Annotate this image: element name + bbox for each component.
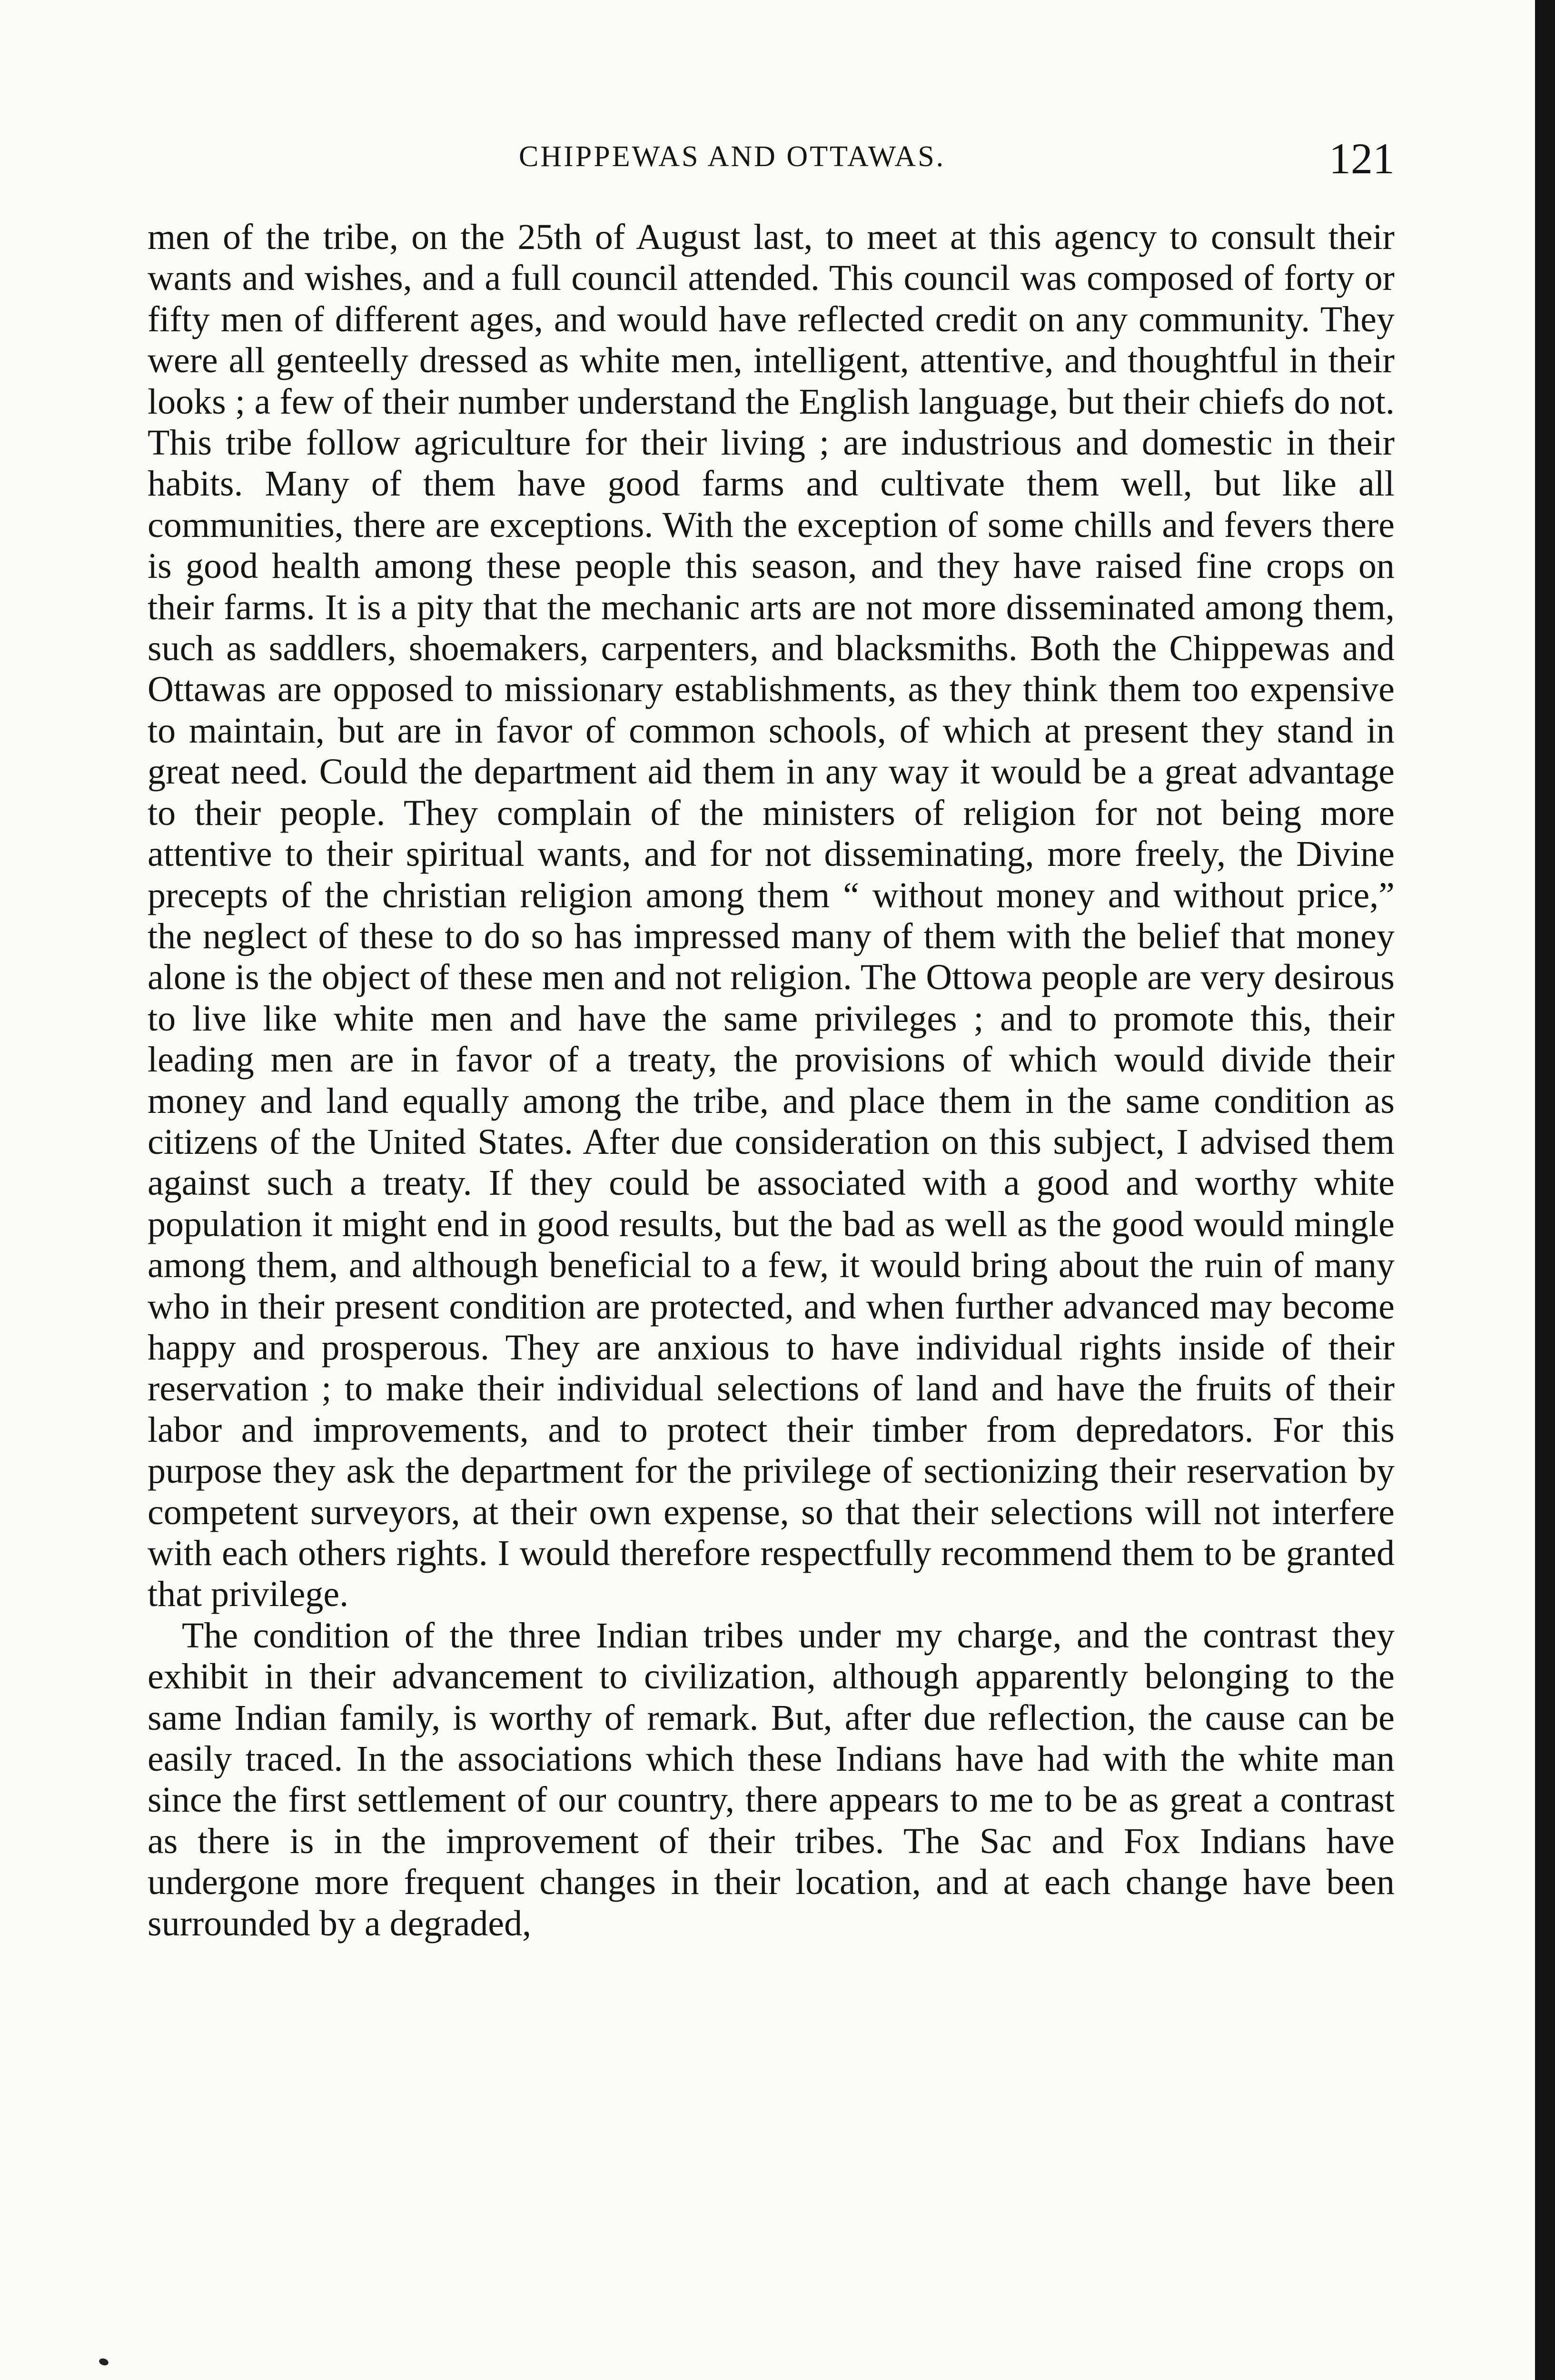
page-header [148,133,1395,190]
paragraph-condition-of-tribes: The condition of the three Indian tribes under my charge, and the contrast they exhibit in their advancement to civilization, although apparently belonging to the same Indian family, is worthy of remark. But, after due reflection, the cause can be easily traced. In the associations which these Indians have had with the white man since the first settlement of our country, there appears to me to be as great a contrast as there is in the improvement of their tribes. The Sac and Fox Indians have undergone more frequent changes in their location, and at each change have been surrounded by a degraded, [148,1615,1395,1944]
right-page-edge [1535,0,1555,2380]
paragraph-continuation: men of the tribe, on the 25th of August last, to meet at this agency to consult their wants and wishes, and a full council attended. This council was composed of forty or fifty men of different ages, and would have reflected credit on any community. They were all genteelly dressed as white men, intelligent, attentive, and thoughtful in their looks ; a few of their number understand the English language, but their chiefs do not. This tribe follow agriculture for their living ; are industrious and domestic in their habits. Many of them have good farms and cultivate them well, but like all communities, there are exceptions. With the exception of some chills and fevers there is good health among these people this season, and they have raised fine crops on their farms. It is a pity that the mechanic arts are not more disseminated among them, such as saddlers, shoemakers, carpenters, and blacksmiths. Both the Chippewas and Ottawas are opposed to missionary establishments, as they think them too expensive to maintain, but are in favor of common schools, of which at present they stand in great need. Could the department aid them in any way it would be a great advantage to their people. They complain of the ministers of religion for not being more attentive to their spiritual wants, and for not disseminating, more freely, the Divine precepts of the christian religion among them “ without money and without price,” the neglect of these to do so has impressed many of them with the belief that money alone is the object of these men and not religion. The Ottowa people are very desirous to live like white men and have the same privileges ; and to promote this, their leading men are in favor of a treaty, the provisions of which would divide their money and land equally among the tribe, and place them in the same condition as citizens of the United States. After due consideration on this subject, I advised them against such a treaty. If they could be associated with a good and worthy white population it might end in good results, but the bad as well as the good would mingle among them, and although beneficial to a few, it would bring about the ruin of many who in their present condition are protected, and when further advanced may become happy and prosperous. They are anxious to have individual rights inside of their reservation ; to make their individual selections of land and have the fruits of their labor and improvements, and to protect their timber from depredators. For this purpose they ask the department for the privilege of sectionizing their reservation by competent surveyors, at their own expense, so that their selections will not interfere with each others rights. I would therefore respectfully recommend them to be granted that privilege. [148,217,1395,1615]
page-number: 121 [1329,134,1395,183]
ink-speck [98,2357,109,2366]
running-head: CHIPPEWAS AND OTTAWAS. [519,140,946,173]
body-text [148,217,1395,2240]
